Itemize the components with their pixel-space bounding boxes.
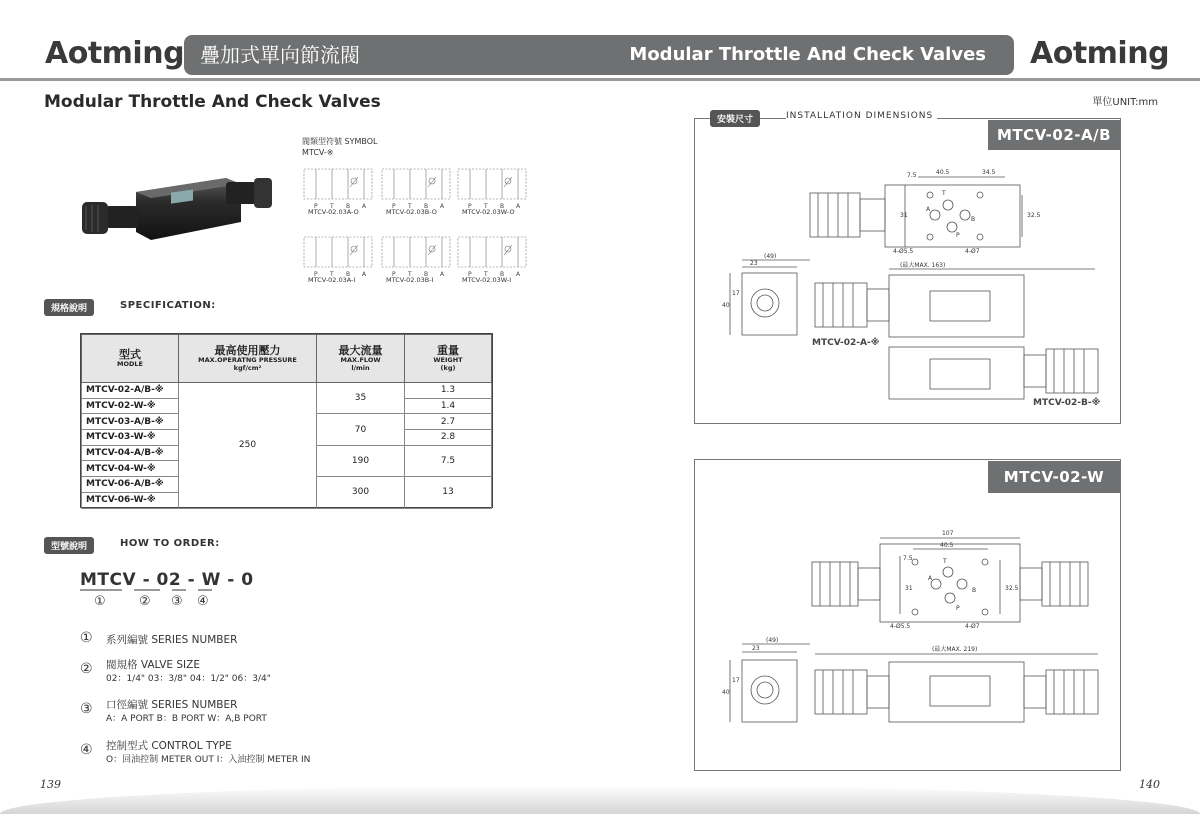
svg-text:7.5: 7.5 bbox=[907, 172, 917, 179]
header-title-zh: 疊加式單向節流閥 bbox=[184, 35, 614, 75]
svg-text:40.5: 40.5 bbox=[936, 169, 950, 176]
port-label: A bbox=[362, 271, 367, 278]
svg-text:17: 17 bbox=[732, 677, 740, 684]
svg-text:32.5: 32.5 bbox=[1005, 585, 1019, 592]
spec-header-model: 型式 MODLE bbox=[82, 335, 179, 383]
svg-text:31: 31 bbox=[900, 212, 908, 219]
port-label: P bbox=[392, 203, 396, 210]
spec-pressure: 250 bbox=[179, 383, 317, 509]
order-tag: 型號說明 bbox=[44, 537, 94, 554]
spec-model: MTCV-03-W-※ bbox=[82, 430, 179, 446]
svg-text:A: A bbox=[926, 206, 931, 213]
symbol-caption: MTCV-02.03A-O bbox=[308, 208, 359, 216]
svg-text:P: P bbox=[956, 232, 960, 239]
symbol-caption: MTCV-02.03B-I bbox=[386, 276, 434, 284]
panel-header-w: MTCV-02-W bbox=[988, 461, 1120, 493]
spec-header-pressure: 最高使用壓力 MAX.OPERATNG PRESSURE kgf/cm² bbox=[179, 335, 317, 383]
port-label: B bbox=[346, 271, 351, 278]
svg-text:23: 23 bbox=[750, 260, 758, 267]
spec-model: MTCV-02-A/B-※ bbox=[82, 383, 179, 399]
port-label: T bbox=[484, 203, 488, 210]
installation-title: INSTALLATION DIMENSIONS bbox=[786, 111, 937, 121]
port-label: P bbox=[314, 203, 318, 210]
table-row bbox=[82, 383, 492, 399]
spec-flow: 300 bbox=[317, 477, 405, 508]
port-label: T bbox=[330, 271, 334, 278]
svg-text:40.5: 40.5 bbox=[940, 542, 954, 549]
port-label: P bbox=[468, 271, 472, 278]
svg-text:4-Ø7: 4-Ø7 bbox=[965, 623, 980, 630]
port-label: A bbox=[516, 271, 521, 278]
svg-text:B: B bbox=[972, 587, 977, 594]
panel-header-ab: MTCV-02-A/B bbox=[988, 120, 1120, 150]
svg-text:(49): (49) bbox=[766, 637, 779, 644]
svg-text:34.5: 34.5 bbox=[982, 169, 996, 176]
spec-model: MTCV-06-A/B-※ bbox=[82, 477, 179, 493]
svg-text:23: 23 bbox=[752, 645, 760, 652]
spec-title: SPECIFICATION: bbox=[120, 300, 216, 311]
spec-tag: 規格說明 bbox=[44, 299, 94, 316]
spec-model: MTCV-04-W-※ bbox=[82, 461, 179, 477]
drawing-ab bbox=[700, 155, 1115, 417]
port-label: T bbox=[330, 203, 334, 210]
page-number-left: 139 bbox=[40, 778, 61, 791]
port-label: B bbox=[500, 271, 505, 278]
header-title-en: Modular Throttle And Check Valves bbox=[614, 35, 1014, 75]
symbol-title-zh: 閥類型符號 SYMBOL bbox=[302, 137, 378, 146]
spec-weight: 2.7 bbox=[405, 414, 492, 430]
symbol-caption: MTCV-02.03W-I bbox=[462, 276, 512, 284]
port-label: P bbox=[314, 271, 318, 278]
product-photo bbox=[76, 170, 276, 250]
svg-text:4-Ø7: 4-Ø7 bbox=[965, 248, 980, 255]
order-num-3: ③ bbox=[171, 594, 183, 609]
spec-model: MTCV-04-A/B-※ bbox=[82, 445, 179, 461]
brand-logo-left: Aotming bbox=[45, 36, 185, 71]
svg-text:B: B bbox=[971, 216, 976, 223]
spec-model: MTCV-03-A/B-※ bbox=[82, 414, 179, 430]
svg-text:A: A bbox=[928, 575, 933, 582]
spec-flow: 70 bbox=[317, 414, 405, 445]
symbol-title-sub: MTCV-※ bbox=[302, 148, 334, 157]
order-num-2: ② bbox=[139, 594, 151, 609]
svg-text:7.5: 7.5 bbox=[903, 555, 913, 562]
order-title: HOW TO ORDER: bbox=[120, 538, 220, 549]
spec-weight: 2.8 bbox=[405, 430, 492, 446]
svg-text:(最大MAX. 219): (最大MAX. 219) bbox=[932, 646, 978, 653]
port-label: B bbox=[424, 203, 429, 210]
svg-text:T: T bbox=[942, 190, 946, 197]
port-label: T bbox=[484, 271, 488, 278]
svg-text:(最大MAX. 163): (最大MAX. 163) bbox=[900, 262, 946, 269]
brand-logo-right: Aotming bbox=[1030, 36, 1170, 71]
svg-text:32.5: 32.5 bbox=[1027, 212, 1041, 219]
svg-text:17: 17 bbox=[732, 290, 740, 297]
port-label: P bbox=[392, 271, 396, 278]
unit-label: 單位UNIT:mm bbox=[1092, 97, 1158, 108]
spec-weight: 1.4 bbox=[405, 398, 492, 414]
installation-tag: 安裝尺寸 bbox=[710, 110, 760, 127]
symbol-caption: MTCV-02.03A-I bbox=[308, 276, 356, 284]
spec-header-weight: 重量 WEIGHT (kg) bbox=[405, 335, 492, 383]
header-divider bbox=[0, 78, 1200, 81]
port-label: B bbox=[346, 203, 351, 210]
svg-text:T: T bbox=[943, 558, 947, 565]
svg-text:31: 31 bbox=[905, 585, 913, 592]
svg-text:P: P bbox=[956, 605, 960, 612]
spec-flow: 190 bbox=[317, 445, 405, 476]
svg-text:4-Ø5.5: 4-Ø5.5 bbox=[893, 248, 914, 255]
svg-text:40: 40 bbox=[722, 302, 730, 309]
port-label: T bbox=[408, 271, 412, 278]
drawing-w bbox=[700, 520, 1115, 765]
spec-model: MTCV-06-W-※ bbox=[82, 492, 179, 508]
port-label: A bbox=[516, 203, 521, 210]
port-label: A bbox=[440, 271, 445, 278]
order-code: MTCV - 02 - W - 0 bbox=[80, 570, 254, 590]
port-label: P bbox=[468, 203, 472, 210]
order-num-1: ① bbox=[94, 594, 106, 609]
spec-weight: 7.5 bbox=[405, 445, 492, 476]
svg-text:4-Ø5.5: 4-Ø5.5 bbox=[890, 623, 911, 630]
spec-header-flow: 最大流量 MAX.FLOW l/min bbox=[317, 335, 405, 383]
svg-text:MTCV-02-A-※: MTCV-02-A-※ bbox=[812, 338, 880, 348]
symbol-caption: MTCV-02.03W-O bbox=[462, 208, 515, 216]
svg-text:40: 40 bbox=[722, 689, 730, 696]
svg-text:MTCV-02-B-※: MTCV-02-B-※ bbox=[1033, 398, 1101, 408]
spec-model: MTCV-02-W-※ bbox=[82, 398, 179, 414]
port-label: A bbox=[440, 203, 445, 210]
spec-table bbox=[80, 333, 493, 508]
port-label: A bbox=[362, 203, 367, 210]
order-code-underline bbox=[80, 589, 215, 592]
spec-flow: 35 bbox=[317, 383, 405, 414]
port-label: B bbox=[500, 203, 505, 210]
symbol-title bbox=[302, 136, 378, 158]
page-number-right: 140 bbox=[1139, 778, 1160, 791]
spec-weight: 13 bbox=[405, 477, 492, 508]
svg-text:(49): (49) bbox=[764, 253, 777, 260]
order-num-4: ④ bbox=[197, 594, 209, 609]
port-label: B bbox=[424, 271, 429, 278]
symbol-caption: MTCV-02.03B-O bbox=[386, 208, 437, 216]
port-label: T bbox=[408, 203, 412, 210]
footer-arc bbox=[0, 785, 1200, 814]
svg-text:107: 107 bbox=[942, 530, 954, 537]
page-title: Modular Throttle And Check Valves bbox=[44, 92, 381, 112]
spec-weight: 1.3 bbox=[405, 383, 492, 399]
